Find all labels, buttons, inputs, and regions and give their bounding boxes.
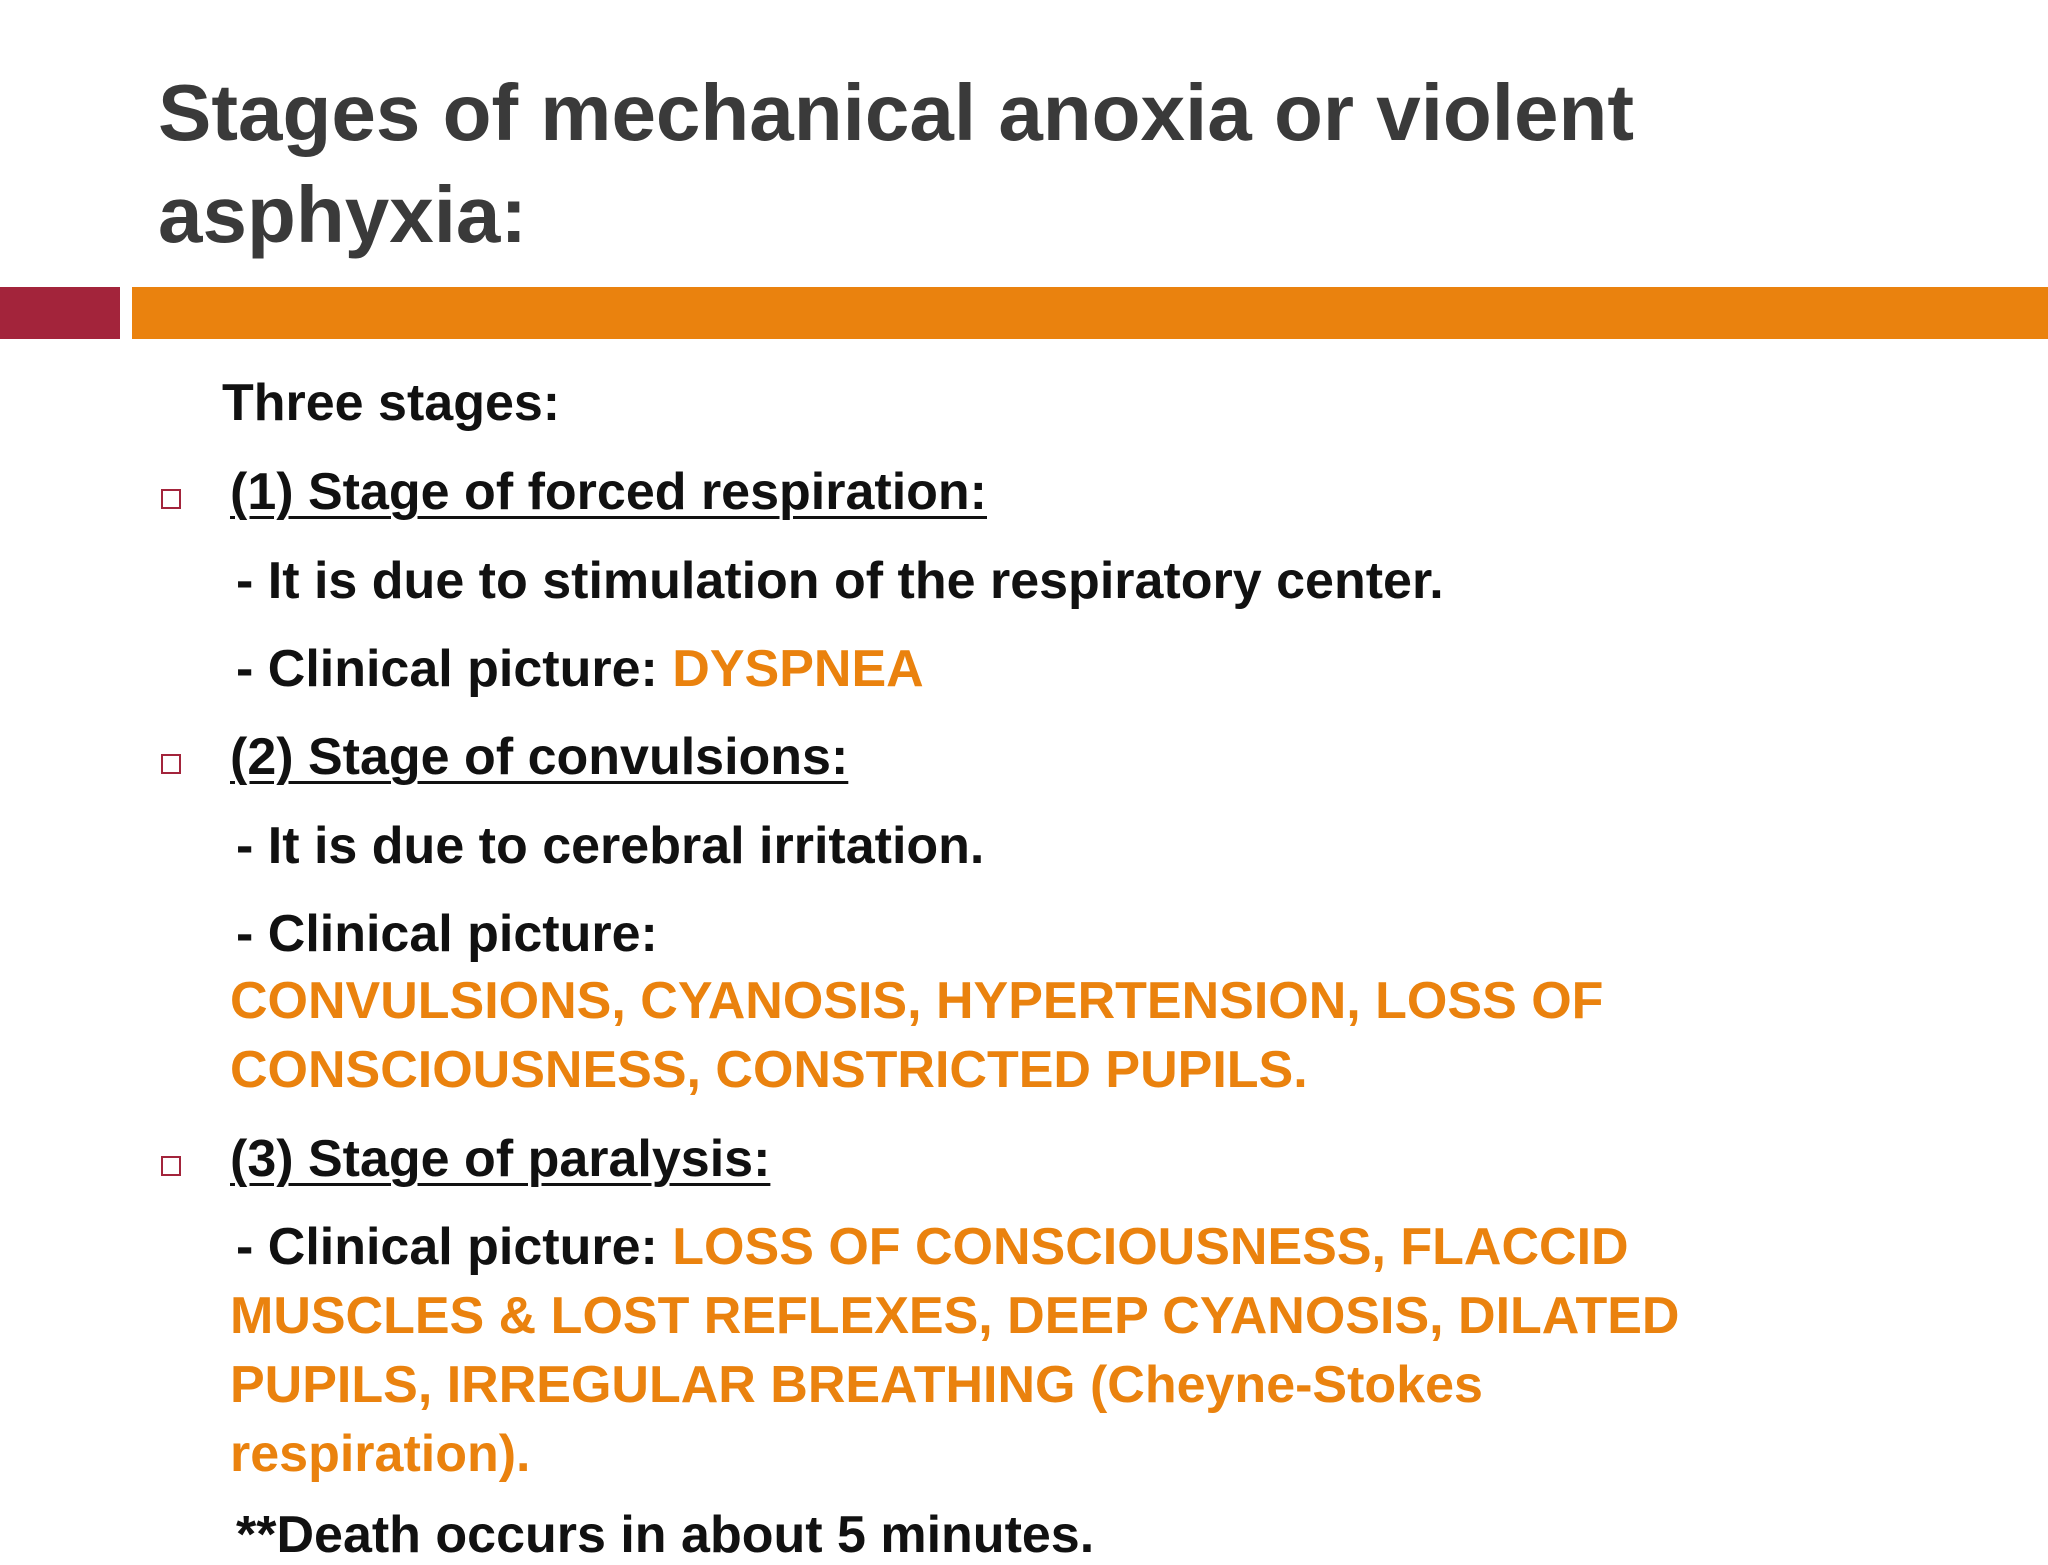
stage-3-heading: (3) Stage of paralysis: [230,1130,771,1188]
stage-1-clinical-label: - Clinical picture: [236,640,673,698]
stage-3-clinical [236,1217,1629,1277]
footnote-text: **Death occurs in about 5 minutes. [236,1506,1095,1564]
stage-1-clinical [236,639,924,699]
stage-2-heading: (2) Stage of convulsions: [230,728,849,786]
intro-text: Three stages: [222,374,561,432]
stage-3-clinical-value-line: PUPILS, IRREGULAR BREATHING (Cheyne-Stokes [230,1356,1483,1414]
stage-3-clinical-value-line: respiration). [230,1425,531,1483]
bullet-square-icon [161,754,181,774]
stage-2-clinical-value-line: CONVULSIONS, CYANOSIS, HYPERTENSION, LOSS OF [230,972,1604,1030]
stage-3-clinical-value-line: MUSCLES & LOST REFLEXES, DEEP CYANOSIS, DILATED [230,1287,1680,1345]
stage-1-heading: (1) Stage of forced respiration: [230,463,987,521]
stage-3-clinical-label: - Clinical picture: [236,1218,673,1276]
stage-2-cause: - It is due to cerebral irritation. [236,817,985,875]
stage-2-clinical-value [230,967,2048,1105]
bullet-square-icon [161,489,181,509]
stage-1-clinical-value: DYSPNEA [672,640,924,698]
stage-1-cause: - It is due to stimulation of the respiratory center. [236,552,1444,610]
stage-2-clinical-label: - Clinical picture: [236,905,658,963]
stage-3-clinical-value-line: LOSS OF CONSCIOUSNESS, FLACCID [672,1218,1629,1276]
stage-3-clinical-value [230,1282,2048,1489]
bullet-square-icon [161,1156,181,1176]
slide-title: Stages of mechanical anoxia or violent asphyxia: [158,68,1635,259]
stage-2-clinical-value-line: CONSCIOUSNESS, CONSTRICTED PUPILS. [230,1041,1308,1099]
